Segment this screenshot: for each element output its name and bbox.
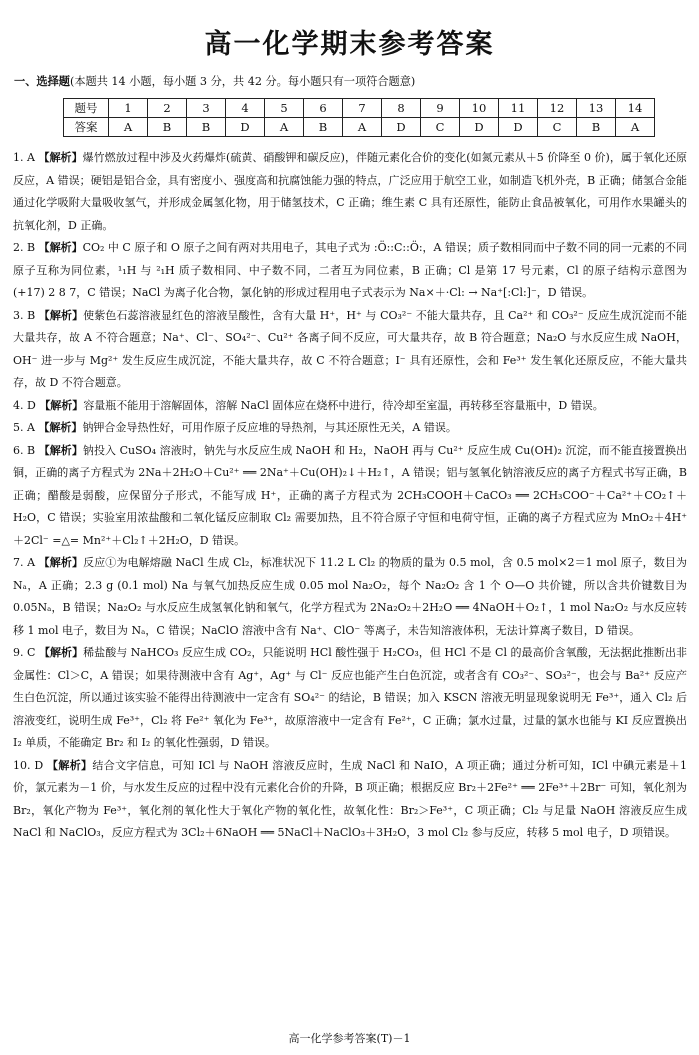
- question-head: 6. B: [13, 443, 36, 457]
- analysis-tag: 【解析】: [38, 151, 83, 164]
- answer-cell: A: [109, 118, 148, 137]
- question-number-row: [64, 99, 655, 118]
- question-head: 4. D: [13, 398, 36, 412]
- explanation-text: 钠钾合金导热性好，可用作原子反应堆的导热剂，与其还原性无关，A 错误。: [82, 421, 457, 434]
- explanation-text: 结合文字信息，可知 ICl 与 NaOH 溶液反应时，生成 NaCl 和 NaIO，A 项正确；通过分析可知，ICl 中碘元素是＋1 价，氯元素为－1 价，与水发生反应的过程中没有元素化合价的升降，B 项正确；根据反应 Br₂＋2Fe²⁺ ══ 2Fe³⁺＋2Br⁻ 可知，氧化剂为 Br₂，氧化产物为 Fe³⁺，氧化剂的氧化性大于氧化产物的氧化性，故氧化性：Br₂＞Fe³⁺，C 项正确；Cl₂ 与足量 NaOH 溶液反应生成 NaCl 和 NaClO₃，反应方程式为 3Cl₂＋6NaOH ══ 5NaCl＋NaClO₃＋3H₂O，3 mol Cl₂ 参与反应，转移 5 mol 电子，D 项错误。: [13, 758, 688, 839]
- question-head: 9. C: [13, 646, 36, 659]
- explanation-paragraph: [13, 395, 687, 418]
- answer-cell: A: [616, 118, 655, 137]
- explanation-text: CO₂ 中 C 原子和 O 原子之间有两对共用电子，其电子式为 :Ö::C::Ö:，A 错误；质子数相同而中子数不同的同一元素的不同原子互称为同位素，¹₁H 与 ²₁H 质子数相同、中子数不同，二者互为同位素，B 正确；Cl 是第 17 号元素，Cl 的原子结构示意图为 (+17) 2 8 7，C 错误；NaCl 为离子化合物，氯化钠的形成过程用电子式表示为 Na×＋·Cl: → Na⁺[:Cl:]⁻，D 错误。: [13, 241, 688, 299]
- answer-cell: C: [421, 118, 460, 137]
- answer-cell: B: [187, 118, 226, 137]
- explanations: [13, 147, 687, 845]
- section-label: 一、选择题: [14, 75, 70, 88]
- answer-cell: A: [265, 118, 304, 137]
- explanation-text: 钠投入 CuSO₄ 溶液时，钠先与水反应生成 NaOH 和 H₂，NaOH 再与 Cu²⁺ 反应生成 Cu(OH)₂ 沉淀，而不能直接置换出铜，正确的离子方程式为 2Na＋2H₂O＋Cu²⁺ ══ 2Na⁺＋Cu(OH)₂↓＋H₂↑，A 错误；铝与氢氧化钠溶液反应的离子方程式书写正确，B 正确；醋酸是弱酸，应保留分子形式，不能写成 H⁺，正确的离子方程式为 2CH₃COOH＋CaCO₃ ══ 2CH₃COO⁻＋Ca²⁺＋CO₂↑＋H₂O，C 错误；实验室用浓盐酸和二氧化锰反应制取 Cl₂ 需要加热，且不符合原子守恒和电荷守恒，正确的离子方程式应为 MnO₂＋4H⁺＋2Cl⁻ =△= Mn²⁺＋Cl₂↑＋2H₂O，D 错误。: [13, 443, 688, 547]
- question-number: 7: [343, 99, 382, 118]
- question-number: 12: [538, 99, 577, 118]
- explanation-paragraph: [13, 147, 687, 237]
- analysis-tag: 【解析】: [38, 556, 84, 569]
- analysis-tag: 【解析】: [38, 308, 84, 322]
- answer-table: [63, 98, 655, 137]
- explanation-text: 容量瓶不能用于溶解固体，溶解 NaCl 固体应在烧杯中进行，待冷却至室温，再转移至容量瓶中，D 错误。: [83, 398, 604, 412]
- question-head: 5. A: [13, 421, 35, 434]
- section-heading: [14, 73, 415, 89]
- analysis-tag: 【解析】: [38, 421, 83, 434]
- question-number: 1: [109, 99, 148, 118]
- explanation-paragraph: [13, 237, 687, 305]
- question-number: 5: [265, 99, 304, 118]
- page-title: 高一化学期末参考答案: [204, 29, 495, 60]
- answer-cell: D: [226, 118, 265, 137]
- answer-cell: D: [382, 118, 421, 137]
- question-number: 9: [421, 99, 460, 118]
- explanation-paragraph: [13, 305, 687, 395]
- answer-cell: B: [148, 118, 187, 137]
- question-head: 7. A: [13, 556, 36, 569]
- explanation-text: 使紫色石蕊溶液显红色的溶液呈酸性，含有大量 H⁺，H⁺ 与 CO₃²⁻ 不能大量共存，且 Ca²⁺ 和 CO₃²⁻ 反应生成沉淀而不能大量共存，故 A 不符合题意；Na⁺、Cl⁻、SO₄²⁻、Cu²⁺ 各离子间不反应，可大量共存，故 B 符合题意；Na₂O 与水反应生成 NaOH，OH⁻ 进一步与 Mg²⁺ 发生反应生成沉淀，不能大量共存，故 C 不符合题意；I⁻ 具有还原性，会和 Fe³⁺ 发生氧化还原反应，不能大量共存，故 D 不符合题意。: [13, 308, 688, 389]
- explanation-paragraph: [13, 755, 687, 845]
- answer-cell: B: [304, 118, 343, 137]
- row-label-question: 题号: [64, 99, 109, 118]
- explanation-text: 反应①为电解熔融 NaCl 生成 Cl₂，标准状况下 11.2 L Cl₂ 的物质的量为 0.5 mol，含 0.5 mol×2＝1 mol 原子，数目为 Nₐ，A 正确；2.3 g (0.1 mol) Na 与氧气加热反应生成 0.05 mol Na₂O₂，每个 Na₂O₂ 含 1 个 O—O 共价键，所以含共价键数目为 0.05Nₐ，B 错误；Na₂O₂ 与水反应生成氢氧化钠和氧气，化学方程式为 2Na₂O₂＋2H₂O ══ 4NaOH＋O₂↑，1 mol Na₂O₂ 与水反应转移 1 mol 电子，数目为 Nₐ，C 错误；NaClO 溶液中含有 Na⁺、ClO⁻ 等离子，未告知溶液体积，无法计算离子数目，D 错误。: [13, 556, 687, 637]
- page-footer: 高一化学参考答案(T)－1: [288, 1032, 411, 1045]
- question-number: 2: [148, 99, 187, 118]
- question-head: 1. A: [13, 151, 35, 164]
- explanation-text: 爆竹燃放过程中涉及火药爆炸(硫黄、硝酸钾和碳反应)，伴随元素化合价的变化(如氮元素从＋5 价降至 0 价)，属于氧化还原反应，A 错误；硬铝是铝合金，具有密度小、强度高和抗腐蚀能力强的特点，广泛应用于航空工业，如制造飞机外壳，B 正确；储氢合金能通过化学吸附大量吸收氢气，并形成金属氢化物，用于储氢技术，C 正确；维生素 C 具有还原性，能防止食品被氧化，可用作水果罐头的抗氧化剂，D 正确。: [13, 151, 687, 232]
- analysis-tag: 【解析】: [38, 241, 83, 254]
- analysis-tag: 【解析】: [39, 398, 84, 412]
- row-label-answer: 答案: [64, 118, 109, 137]
- answer-cell: C: [538, 118, 577, 137]
- analysis-tag: 【解析】: [38, 443, 83, 457]
- analysis-tag: 【解析】: [38, 646, 84, 659]
- explanation-paragraph: [13, 552, 687, 642]
- question-number: 6: [304, 99, 343, 118]
- explanation-text: 稀盐酸与 NaHCO₃ 反应生成 CO₂，只能说明 HCl 酸性强于 H₂CO₃，但 HCl 不是 Cl 的最高价含氧酸，无法据此推断出非金属性：Cl＞C，A 错误；如果待测液中含有 Ag⁺，Ag⁺ 与 Cl⁻ 反应也能产生白色沉淀，或者含有 CO₃²⁻、SO₃²⁻，也会与 Ba²⁺ 反应产生白色沉淀，所以通过该实验不能得出待测液中一定含有 SO₄²⁻ 的结论，B 错误；加入 KSCN 溶液无明显现象说明无 Fe³⁺，通入 Cl₂ 后溶液变红，说明生成 Fe³⁺，Cl₂ 将 Fe²⁺ 氧化为 Fe³⁺，故原溶液中一定含有 Fe²⁺，C 正确；氯水过量，过量的氯水也能与 KI 反应置换出 I₂ 单质，不能确定 Br₂ 和 I₂ 的氧化性强弱，D 错误。: [13, 646, 687, 749]
- question-head: 2. B: [13, 241, 36, 254]
- answer-cell: B: [577, 118, 616, 137]
- question-head: 10. D: [13, 758, 44, 772]
- question-head: 3. B: [13, 308, 36, 322]
- question-number: 3: [187, 99, 226, 118]
- answer-cell: D: [499, 118, 538, 137]
- question-number: 14: [616, 99, 655, 118]
- explanation-paragraph: [13, 440, 687, 553]
- question-number: 11: [499, 99, 538, 118]
- question-number: 8: [382, 99, 421, 118]
- explanation-paragraph: [13, 417, 687, 440]
- answer-cell: A: [343, 118, 382, 137]
- analysis-tag: 【解析】: [47, 758, 93, 772]
- question-number: 13: [577, 99, 616, 118]
- explanation-paragraph: [13, 642, 687, 755]
- question-number: 10: [460, 99, 499, 118]
- answer-row: [64, 118, 655, 137]
- section-note: (本题共 14 小题，每小题 3 分，共 42 分。每小题只有一项符合题意): [69, 75, 416, 88]
- question-number: 4: [226, 99, 265, 118]
- answer-cell: D: [460, 118, 499, 137]
